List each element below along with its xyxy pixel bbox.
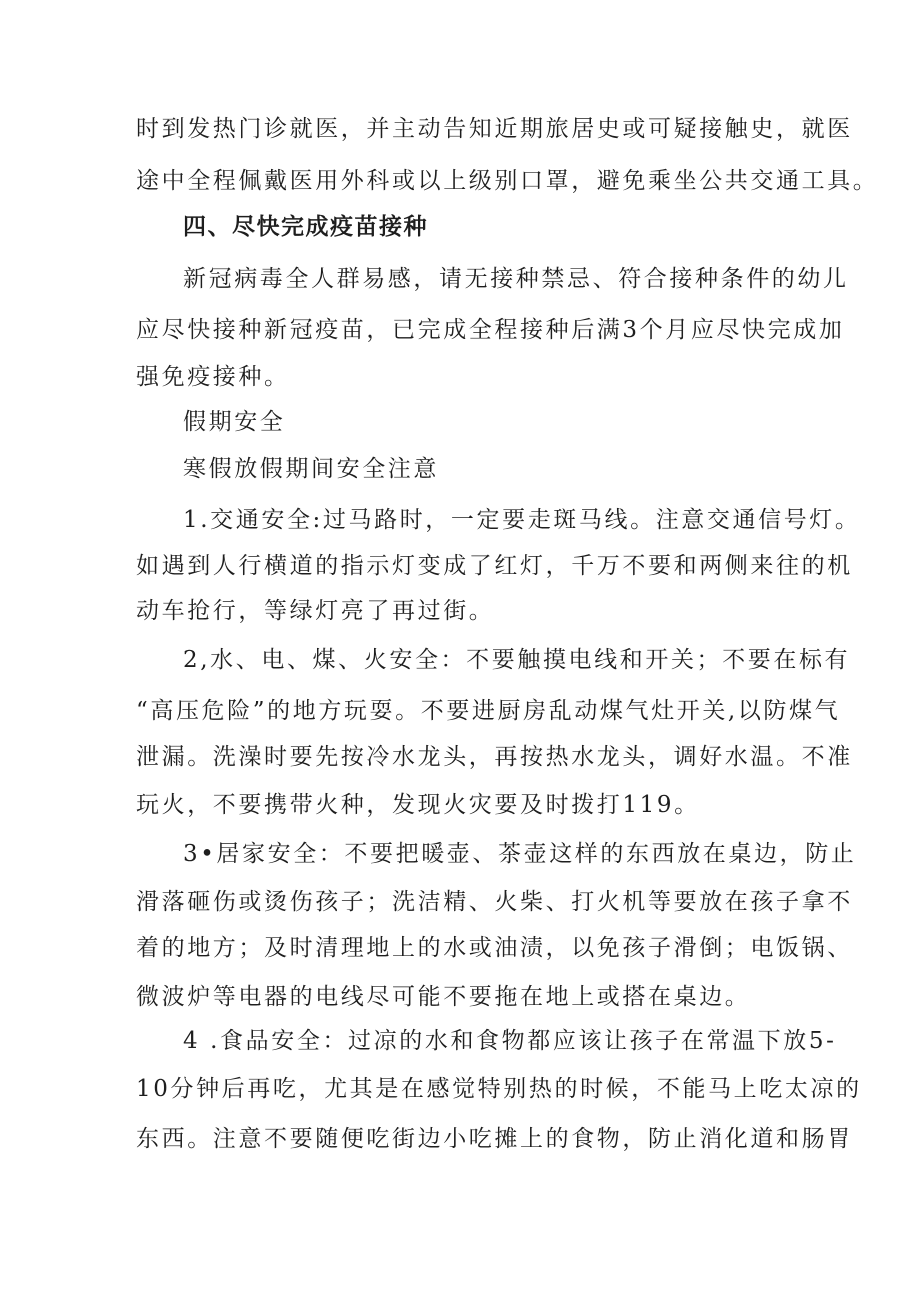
body-text-line: 10分钟后再吃，尤其是在感觉特别热的时候，不能马上吃太凉的 [136,1076,862,1102]
body-text-line: 泄漏。洗澡时要先按冷水龙头，再按热水龙头，调好水温。不准 [136,744,853,770]
body-text-line: 时到发热门诊就医，并主动告知近期旅居史或可疑接触史，就医 [136,116,853,142]
body-text-line: 着的地方；及时清理地上的水或油渍，以免孩子滑倒；电饭锅、 [136,935,853,961]
body-text-line: 1.交通安全:过马路时，一定要走斑马线。注意交通信号灯。 [183,507,861,533]
body-text-line: 强免疫接种。 [136,364,290,390]
subsection-title: 寒假放假期间安全注意 [183,456,439,482]
subsection-title: 假期安全 [183,409,286,435]
body-text-line: “高压危险”的地方玩耍。不要进厨房乱动煤气灶开关,以防煤气 [136,698,841,724]
body-text-line: 微波炉等电器的电线尽可能不要拖在地上或搭在桌边。 [136,984,751,1010]
body-text-line: 4 .食品安全：过凉的水和食物都应该让孩子在常温下放5- [183,1028,837,1054]
body-text-line: 动车抢行，等绿灯亮了再过街。 [136,598,495,624]
body-text-line: 玩火，不要携带火种，发现火灾要及时拨打119。 [136,792,700,818]
body-text-line: 滑落砸伤或烫伤孩子；洗洁精、火柴、打火机等要放在孩子拿不 [136,889,853,915]
body-text-line: 3•居家安全：不要把暖壶、茶壶这样的东西放在桌边，防止 [183,841,857,867]
body-text-line: 东西。注意不要随便吃街边小吃摊上的食物，防止消化道和肠胃 [136,1126,853,1152]
body-text-line: 途中全程佩戴医用外科或以上级别口罩，避免乘坐公共交通工具。 [136,168,879,194]
body-text-line: 2,水、电、煤、火安全：不要触摸电线和开关；不要在标有 [183,647,851,673]
body-text-line: 新冠病毒全人群易感，请无接种禁忌、符合接种条件的幼儿 [183,266,849,292]
body-text-line: 如遇到人行横道的指示灯变成了红灯，千万不要和两侧来往的机 [136,553,853,579]
section-heading: 四、尽快完成疫苗接种 [183,214,428,240]
body-text-line: 应尽快接种新冠疫苗，已完成全程接种后满3个月应尽快完成加 [136,317,845,343]
